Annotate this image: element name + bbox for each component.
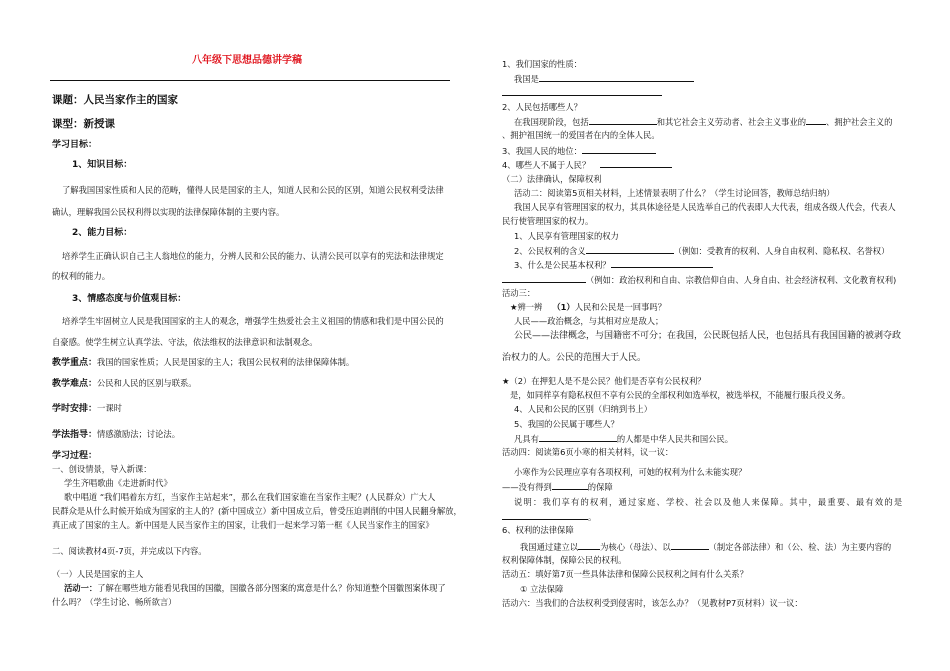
q3-label: 3、我国人民的地位：: [502, 146, 582, 156]
activity-one-text: 了解在哪些地方能看见我国的国徽，国徽各部分图案的寓意是什么？你知道整个国徽图案体现了: [97, 583, 446, 593]
process-song: 学生齐唱歌曲《走进新时代》: [64, 478, 172, 488]
q1-answer-line2: [502, 86, 662, 99]
point-6-text-c: （制定各部法律）和（公、检、法）为主要内容的: [708, 542, 892, 552]
legislative-guarantee: ① 立法保障: [520, 584, 564, 594]
time-text: 一课时: [97, 403, 122, 413]
discuss-1-label: ★辨一辨: [510, 302, 543, 312]
explanation-blank[interactable]: [502, 510, 588, 520]
emotion-goal-heading: 3、情感态度与价值观目标：: [72, 294, 187, 304]
activity-two-para-1: 我国人民享有管理国家的权力，其具体途径是人民选举自己的代表即人大代表，组成各级人代会，代表人: [514, 202, 896, 212]
activity-four: 活动四：阅读第6页小寒的相关材料，议一议：: [502, 447, 674, 457]
key-points-text: 我国的国家性质；人民是国家的主人；我国公民权利的法律保障体制。: [97, 357, 355, 367]
point-5: 5、我国的公民属于哪些人？: [514, 419, 619, 429]
process-para-line1: 歌中唱道 “我们唱着东方红，当家作主站起来”，那么在我们国家谁在当家作主呢？(人民群众）广大人: [64, 492, 436, 502]
citizen-definition-2: 治权力的人。公民的范围大于人民。: [502, 353, 647, 363]
point-4: 4、人民和公民的区别（归纳到书上）: [514, 404, 653, 414]
q1-blank[interactable]: [539, 72, 694, 82]
activity-four-blank[interactable]: [552, 480, 588, 490]
page-header: 八年级下思想品德讲学稿: [192, 55, 302, 66]
method-text: 情感激励法；讨论法。: [97, 429, 180, 439]
process-intro: 一、创设情景，导入新课：: [52, 464, 152, 474]
point-6-text-line2: 权利保障体制，保障公民的权利。: [502, 555, 627, 565]
goals-heading: 学习目标：: [52, 140, 98, 150]
q2-blank-1[interactable]: [589, 115, 657, 125]
activity-five: 活动五：填好第7页一些具体法律和保障公民权利之间有什么关系？: [502, 569, 748, 579]
discuss-1-num: （1）: [552, 302, 575, 312]
difficulties-label: 教学难点：: [52, 379, 98, 389]
process-para-line2: 民群众是从什么时候开始成为国家的主人的？(新中国成立）新中国成立后，曾受压迫剥削的中国人民翻身解放，: [52, 506, 462, 516]
reading-task: 二、阅读教材4页-7页，并完成以下内容。: [52, 546, 207, 556]
point-5-text-a: 凡具有: [514, 434, 539, 444]
point-6-blank-1[interactable]: [578, 540, 600, 550]
topic-title: 课题：人民当家作主的国家: [52, 94, 178, 106]
knowledge-goal-line2: 确认，理解我国公民权利得以实现的法律保障体制的主要内容。: [52, 207, 285, 217]
explanation-end: 。: [588, 512, 597, 522]
key-points-label: 教学重点：: [52, 358, 98, 368]
point-3-blank-2[interactable]: [502, 273, 586, 283]
activity-four-answer-b: 的保障: [587, 482, 613, 492]
activity-two: 活动二：阅读第5页相关材料，上述情景表明了什么？（学生讨论回答，教师总结归纳）: [514, 188, 835, 198]
activity-six: 活动六：当我们的合法权利受到侵害时，该怎么办？（见教材P7页材料）议一议：: [502, 598, 803, 608]
q2-answer: [514, 115, 892, 128]
method-guidance: [52, 428, 180, 441]
activity-four-answer: [502, 480, 613, 493]
q1-answer-label: 我国是: [514, 74, 539, 84]
activity-two-para-2: 民行使管理国家的权力。: [502, 216, 594, 226]
q2-blank-2[interactable]: [806, 115, 826, 125]
point-3-example: （例如：政治权利和自由、宗教信仰自由、人身自由、社会经济权利、文化教育权利): [586, 275, 897, 285]
point-2-label: 2、公民权利的含义: [514, 246, 586, 256]
point-3-line2: [502, 273, 896, 286]
q4-label: 4、哪些人不属于人民？: [502, 160, 591, 170]
q4-blank[interactable]: [600, 158, 672, 168]
q2-text-c: 、拥护社会主义的: [826, 117, 893, 127]
activity-three: 活动三：: [502, 288, 536, 298]
q4-not-people: [502, 158, 672, 171]
emotion-goal-line2: 自豪感。使学生树立认真学法、守法，依法维权的法律意识和法制观念。: [52, 337, 318, 347]
point-3-blank[interactable]: [611, 258, 713, 268]
activity-one: [64, 582, 446, 594]
process-heading: 学习过程：: [52, 451, 98, 461]
ability-goal-heading: 2、能力目标：: [72, 228, 133, 238]
time-arrangement: [52, 402, 122, 415]
point-5-answer: [514, 432, 733, 445]
point-5-text-b: 的人都是中华人民共和国公民。: [616, 434, 734, 444]
activity-four-answer-a: ——没有得到: [502, 482, 552, 492]
lesson-type: 课型：新授课: [52, 118, 115, 130]
time-label: 学时安排：: [52, 404, 98, 414]
section-one-title: （一）人民是国家的主人: [52, 569, 144, 579]
q2-text-b: 和其它社会主义劳动者、社会主义事业的: [656, 117, 807, 127]
discuss-1-question: 人民和公民是一回事吗？: [574, 302, 666, 312]
q1-answer: [514, 72, 694, 85]
header-rule: [50, 80, 450, 81]
point-6-text-a: 我国通过建立以: [520, 542, 579, 552]
people-definition: 人民——政治概念，与其相对应是敌人；: [514, 316, 664, 326]
knowledge-goal-heading: 1、知识目标：: [72, 160, 133, 170]
process-para-line3: 真正成了国家的主人。新中国是人民当家作主的国家，让我们一起来学习第一框《人民当家作主的国家》: [52, 520, 434, 530]
discuss-2: ★（2）在押犯人是不是公民？他们是否享有公民权利？: [502, 376, 706, 386]
q3-status: [502, 144, 656, 157]
difficulties-text: 公民和人民的区别与联系。: [97, 378, 197, 388]
explanation-line2: [502, 510, 596, 523]
knowledge-goal-line1: 了解我国国家性质和人民的范畴，懂得人民是国家的主人，知道人民和公民的区别，知道公民权利受法律: [62, 185, 444, 195]
q1-nature: 1、我们国家的性质：: [502, 59, 582, 69]
point-3-label: 3、什么是公民基本权利？: [514, 260, 611, 270]
key-points: [52, 356, 354, 369]
ability-goal-line2: 的权利的能力。: [52, 271, 111, 281]
point-6: 6、权利的法律保障: [502, 525, 574, 535]
point-2-example: （例如：受教育的权利、人身自由权利、隐私权、名誉权）: [673, 246, 890, 256]
point-5-blank[interactable]: [539, 432, 617, 442]
explanation: 说明：我们享有的权利，通过家庭、学校、社会以及他人来保障。其中，最重要、最有效的是: [514, 497, 904, 507]
point-6-blank-2[interactable]: [671, 540, 709, 550]
activity-one-label: 活动一：: [64, 583, 98, 593]
q3-blank[interactable]: [582, 144, 656, 154]
discuss-1: [510, 301, 666, 313]
discuss-2-answer: 是，如同样享有隐私权但不享有公民的全部权利如选举权，被选举权，不能履行服兵役义务。: [510, 390, 851, 400]
ability-goal-line1: 培养学生正确认识自己主人翁地位的能力，分辨人民和公民的能力、认清公民可以享有的宪法和法律规定: [62, 251, 444, 261]
emotion-goal-line1: 培养学生牢固树立人民是我国国家的主人的观念，增强学生热爱社会主义祖国的情感和我们是中国公民的: [62, 316, 444, 326]
q2-answer-line2: 、拥护祖国统一的爱国者在内的全体人民。: [502, 130, 660, 140]
q2-text-a: 在我国现阶段，包括: [514, 117, 589, 127]
point-2: [514, 244, 889, 257]
difficulties: [52, 377, 197, 390]
point-6-text: [520, 540, 891, 553]
q2-people: 2、人民包括哪些人？: [502, 102, 582, 112]
point-3: [514, 258, 713, 271]
point-2-blank[interactable]: [586, 244, 674, 254]
point-1: 1、人民享有管理国家的权力: [514, 231, 619, 241]
method-label: 学法指导：: [52, 430, 98, 440]
section-two-title: （二）法律确认，保障权利: [502, 174, 602, 184]
q1-blank-2[interactable]: [502, 86, 662, 96]
citizen-definition-1: 公民——法律概念，与国籍密不可分；在我国，公民既包括人民，也包括具有我国国籍的被剥夺政: [514, 331, 902, 341]
activity-one-cont: 什么吗？（学生讨论、畅所欲言）: [52, 597, 177, 607]
point-6-text-b: 为核心（母法）、以: [600, 542, 671, 552]
activity-four-question: 小寒作为公民理应享有各项权利，可她的权利为什么未能实现？: [514, 467, 747, 477]
